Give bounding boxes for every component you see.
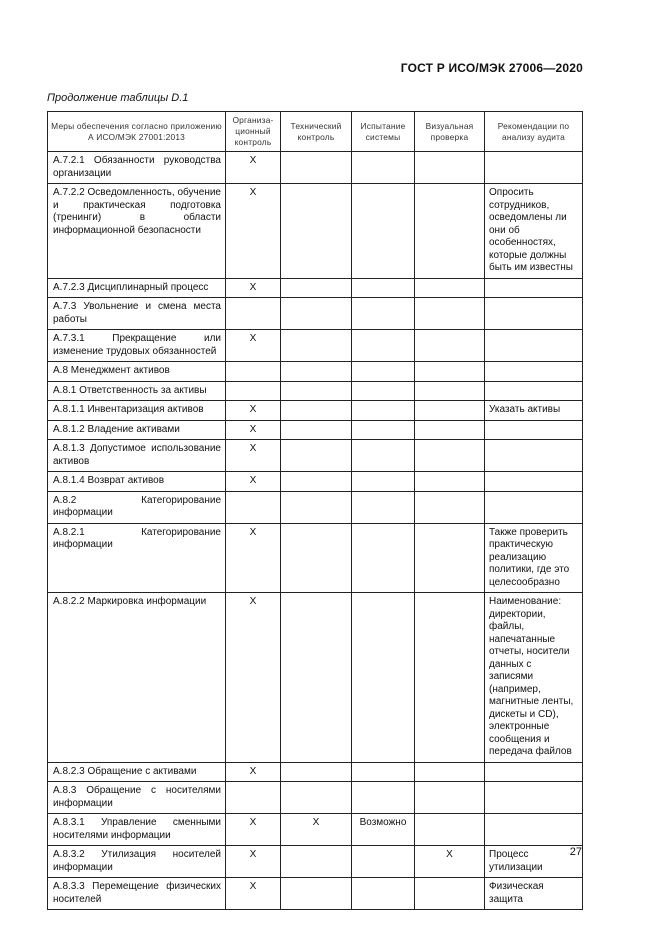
cell-visual: [415, 278, 485, 298]
cell-recommendation: Опросить сотрудников, осведомлены ли они об особенностях, которые должны быть им известны: [485, 184, 583, 279]
cell-measure: А.7.2.1 Обязанности руководства организации: [48, 152, 226, 184]
cell-organizational: X: [226, 440, 281, 472]
cell-system-test: [352, 593, 415, 763]
cell-measure: А.8.1.4 Возврат активов: [48, 472, 226, 492]
cell-technical: [281, 523, 352, 593]
cell-recommendation: [485, 440, 583, 472]
cell-visual: [415, 814, 485, 846]
cell-technical: X: [281, 814, 352, 846]
cell-technical: [281, 472, 352, 492]
cell-technical: [281, 298, 352, 330]
cell-technical: [281, 440, 352, 472]
table-row: [48, 523, 583, 593]
cell-measure: А.8.2.2 Маркировка информации: [48, 593, 226, 763]
cell-visual: X: [415, 846, 485, 878]
cell-visual: [415, 152, 485, 184]
table-row: [48, 278, 583, 298]
cell-organizational: X: [226, 472, 281, 492]
cell-measure: А.7.3 Увольнение и смена места работы: [48, 298, 226, 330]
cell-system-test: [352, 401, 415, 421]
cell-recommendation: Указать активы: [485, 401, 583, 421]
cell-recommendation: [485, 298, 583, 330]
cell-recommendation: [485, 814, 583, 846]
table-row: [48, 330, 583, 362]
cell-organizational: X: [226, 523, 281, 593]
column-header-technical: Технический контроль: [281, 112, 352, 152]
cell-measure: А.8.2.1 Категорирование информации: [48, 523, 226, 593]
cell-organizational: [226, 362, 281, 382]
cell-organizational: X: [226, 878, 281, 910]
table-row: [48, 593, 583, 763]
table-row: [48, 762, 583, 782]
cell-system-test: [352, 440, 415, 472]
cell-visual: [415, 401, 485, 421]
cell-measure: А.8 Менеджмент активов: [48, 362, 226, 382]
table-row: [48, 184, 583, 279]
table-body: [48, 152, 583, 910]
table-row: [48, 491, 583, 523]
cell-visual: [415, 491, 485, 523]
cell-system-test: [352, 472, 415, 492]
cell-recommendation: [485, 420, 583, 440]
table-row: [48, 420, 583, 440]
table-row: [48, 846, 583, 878]
cell-organizational: X: [226, 762, 281, 782]
cell-technical: [281, 491, 352, 523]
table-row: [48, 298, 583, 330]
column-header-organizational: Организа-ционный контроль: [226, 112, 281, 152]
cell-visual: [415, 381, 485, 401]
cell-recommendation: [485, 782, 583, 814]
cell-measure: А.8.2.3 Обращение с активами: [48, 762, 226, 782]
table-caption: Продолжение таблицы D.1: [47, 92, 189, 104]
cell-recommendation: [485, 278, 583, 298]
cell-measure: А.8.3 Обращение с носителями информации: [48, 782, 226, 814]
cell-technical: [281, 878, 352, 910]
cell-system-test: [352, 420, 415, 440]
cell-visual: [415, 298, 485, 330]
cell-recommendation: Процесс утилизации: [485, 846, 583, 878]
table-row: [48, 814, 583, 846]
cell-visual: [415, 593, 485, 763]
cell-recommendation: [485, 362, 583, 382]
cell-system-test: [352, 330, 415, 362]
cell-system-test: [352, 298, 415, 330]
cell-visual: [415, 523, 485, 593]
cell-visual: [415, 878, 485, 910]
cell-organizational: [226, 782, 281, 814]
cell-recommendation: Также проверить практическую реализацию политики, где это целесообразно: [485, 523, 583, 593]
cell-visual: [415, 184, 485, 279]
cell-visual: [415, 762, 485, 782]
cell-technical: [281, 401, 352, 421]
cell-measure: А.8.1 Ответственность за активы: [48, 381, 226, 401]
cell-system-test: [352, 152, 415, 184]
cell-recommendation: [485, 491, 583, 523]
cell-recommendation: [485, 330, 583, 362]
cell-organizational: X: [226, 593, 281, 763]
cell-recommendation: [485, 472, 583, 492]
cell-system-test: [352, 278, 415, 298]
cell-organizational: X: [226, 814, 281, 846]
cell-system-test: [352, 362, 415, 382]
cell-system-test: [352, 878, 415, 910]
cell-technical: [281, 184, 352, 279]
table-row: [48, 440, 583, 472]
cell-technical: [281, 330, 352, 362]
cell-measure: А.7.2.2 Осведомленность, обучение и практическая подготовка (тренинги) в области информационной безопасности: [48, 184, 226, 279]
cell-organizational: X: [226, 420, 281, 440]
table-row: [48, 381, 583, 401]
cell-system-test: [352, 523, 415, 593]
cell-measure: А.8.3.3 Перемещение физических носителей: [48, 878, 226, 910]
cell-measure: А.8.3.2 Утилизация носителей информации: [48, 846, 226, 878]
cell-visual: [415, 362, 485, 382]
cell-system-test: [352, 184, 415, 279]
cell-organizational: [226, 298, 281, 330]
cell-organizational: [226, 381, 281, 401]
cell-visual: [415, 420, 485, 440]
table-header-row: [48, 112, 583, 152]
column-header-recommendations: Рекомендации по анализу аудита: [485, 112, 583, 152]
cell-organizational: X: [226, 184, 281, 279]
cell-measure: А.8.1.3 Допустимое использование активов: [48, 440, 226, 472]
cell-system-test: Возможно: [352, 814, 415, 846]
cell-system-test: [352, 381, 415, 401]
cell-technical: [281, 152, 352, 184]
cell-system-test: [352, 782, 415, 814]
cell-technical: [281, 381, 352, 401]
cell-recommendation: Наименование: директории, файлы, напечатанные отчеты, носители данных с записями (например, магнитные ленты, дискеты и CD), электронные сообщения и передача файлов: [485, 593, 583, 763]
document-code: ГОСТ Р ИСО/МЭК 27006—2020: [400, 61, 583, 75]
cell-technical: [281, 846, 352, 878]
cell-recommendation: [485, 152, 583, 184]
cell-technical: [281, 362, 352, 382]
cell-visual: [415, 330, 485, 362]
column-header-measures: Меры обеспечения согласно приложению А ИСО/МЭК 27001:2013: [48, 112, 226, 152]
cell-visual: [415, 782, 485, 814]
cell-organizational: X: [226, 401, 281, 421]
table-row: [48, 362, 583, 382]
cell-system-test: [352, 491, 415, 523]
column-header-visual: Визуальная проверка: [415, 112, 485, 152]
cell-measure: А.8.1.2 Владение активами: [48, 420, 226, 440]
cell-technical: [281, 420, 352, 440]
table-row: [48, 472, 583, 492]
table-row: [48, 878, 583, 910]
cell-technical: [281, 782, 352, 814]
table-row: [48, 401, 583, 421]
cell-technical: [281, 593, 352, 763]
cell-recommendation: Физическая защита: [485, 878, 583, 910]
cell-measure: А.8.2 Категорирование информации: [48, 491, 226, 523]
cell-organizational: X: [226, 278, 281, 298]
table-row: [48, 782, 583, 814]
cell-organizational: X: [226, 330, 281, 362]
cell-technical: [281, 762, 352, 782]
cell-recommendation: [485, 381, 583, 401]
cell-measure: А.8.3.1 Управление сменными носителями информации: [48, 814, 226, 846]
cell-recommendation: [485, 762, 583, 782]
cell-measure: А.7.3.1 Прекращение или изменение трудовых обязанностей: [48, 330, 226, 362]
cell-organizational: [226, 491, 281, 523]
cell-system-test: [352, 762, 415, 782]
cell-visual: [415, 440, 485, 472]
cell-technical: [281, 278, 352, 298]
audit-table: [47, 111, 583, 910]
cell-system-test: [352, 846, 415, 878]
cell-visual: [415, 472, 485, 492]
page-number: 27: [569, 846, 582, 858]
cell-organizational: X: [226, 846, 281, 878]
table-row: [48, 152, 583, 184]
cell-organizational: X: [226, 152, 281, 184]
cell-measure: А.8.1.1 Инвентаризация активов: [48, 401, 226, 421]
column-header-system-test: Испытание системы: [352, 112, 415, 152]
cell-measure: А.7.2.3 Дисциплинарный процесс: [48, 278, 226, 298]
